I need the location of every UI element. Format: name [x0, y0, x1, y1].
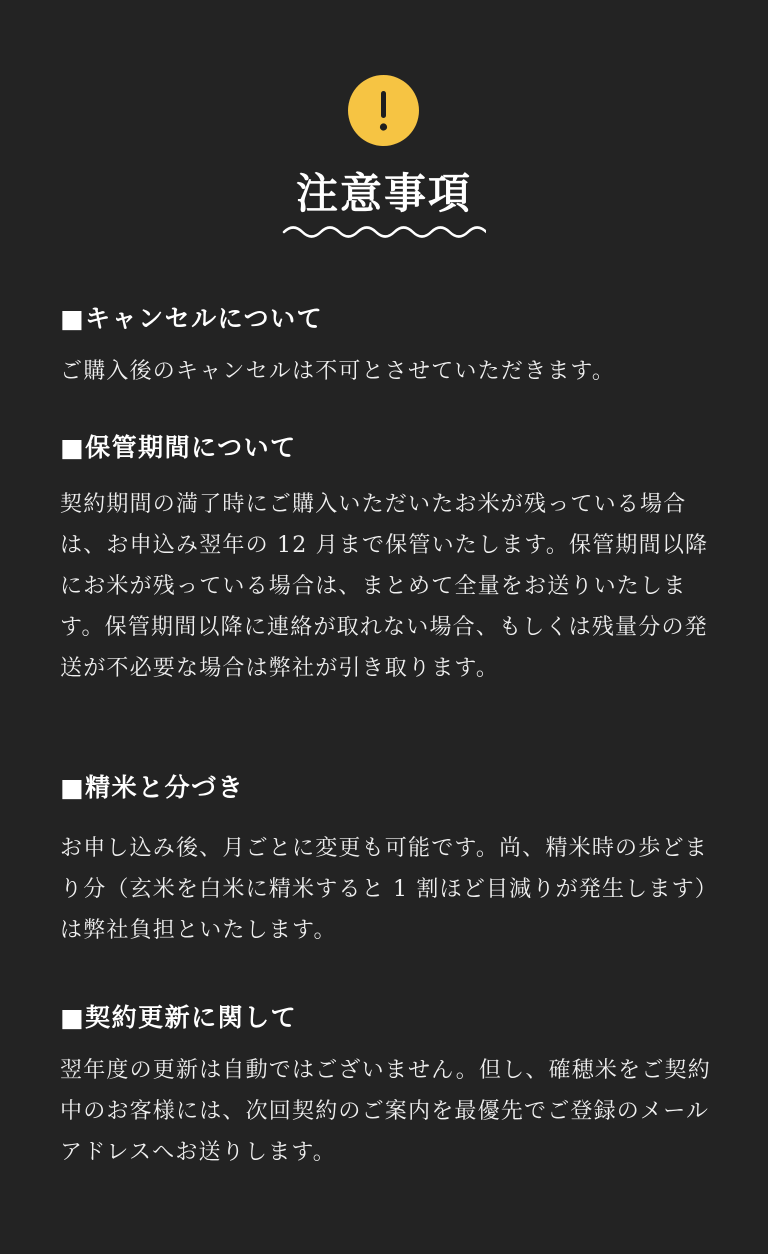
section-storage-period: [60, 430, 720, 689]
section-heading: ■キャンセルについて: [60, 304, 324, 333]
section-contract-renewal: [60, 1000, 720, 1173]
section-body: お申し込み後、月ごとに変更も可能です。尚、精米時の歩どまり分（玄米を白米に精米すると 1 割ほど目減りが発生します）は弊社負担といたします。: [60, 836, 718, 943]
section-heading: ■保管期間について: [60, 433, 297, 462]
section-body: 契約期間の満了時にご購入いただいたお米が残っている場合は、お申込み翌年の 12 月まで保管いたします。保管期間以降にお米が残っている場合は、まとめて全量をお送りいたします。保管期間以降に連絡が取れない場合、もしくは残量分の発送が不必要な場合は弊社が引き取ります。: [60, 492, 709, 681]
section-cancel: [60, 301, 720, 392]
section-heading: ■精米と分づき: [60, 773, 245, 802]
page-title: 注意事項: [295, 169, 472, 218]
section-polishing: [60, 770, 720, 951]
section-heading: ■契約更新に関して: [60, 1003, 298, 1032]
section-body: ご購入後のキャンセルは不可とさせていただきます。: [60, 359, 616, 384]
title-wave-underline: [282, 222, 486, 240]
exclamation-icon: [348, 75, 419, 146]
section-body: 翌年度の更新は自動ではございません。但し、確穂米をご契約中のお客様には、次回契約のご案内を最優先でご登録のメールアドレスへお送りします。: [60, 1058, 711, 1165]
